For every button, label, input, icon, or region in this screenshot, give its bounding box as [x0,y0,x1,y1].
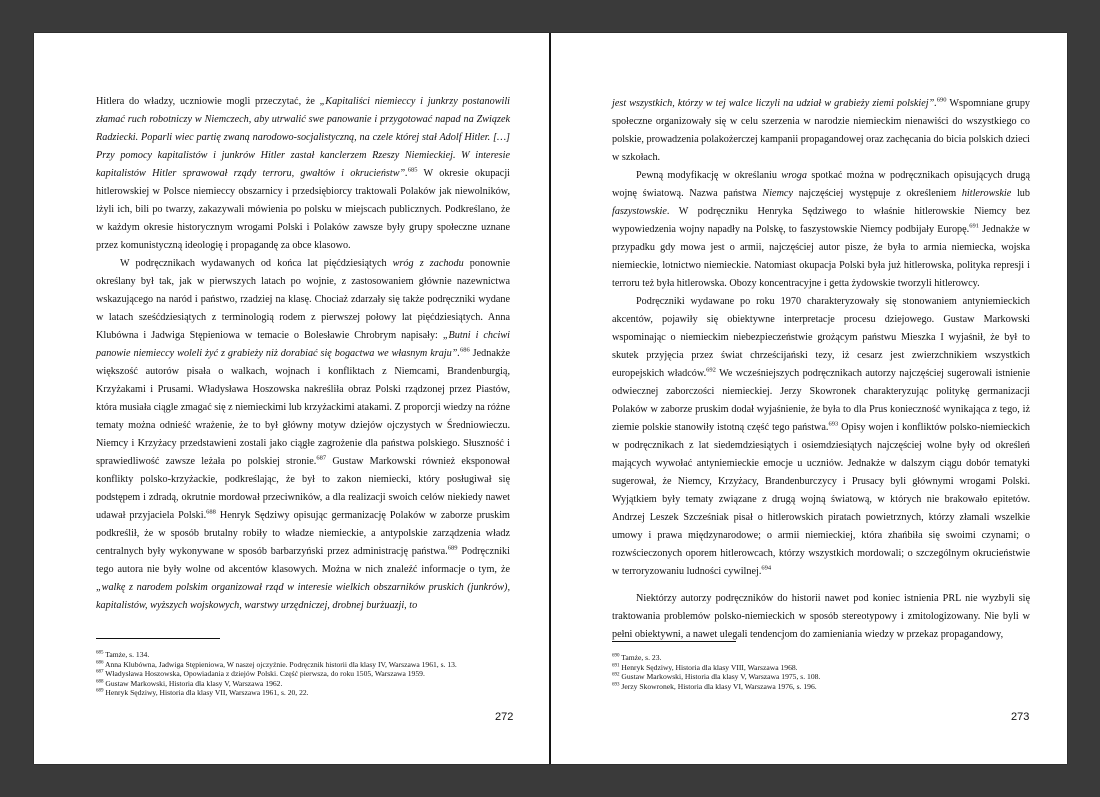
right-page-body [612,95,1030,644]
footnote-number: 691 [612,663,620,669]
footnote-number: 689 [96,688,104,694]
footnote [96,650,516,660]
footnote [96,679,516,689]
body-paragraph: Pewną modyfikację w określaniu wroga spotkać można w podręcznikach opisujących drugą wojnę światową. Nazwa państwa Niemcy najczęściej występuje z określeniem hitlerowskie lub faszystowskie. W podręczniku Henryka Sędziwego to właśnie hitlerowskie Niemcy bez wypowiedzenia wojny napadły na Polskę, to faszystowskie Niemcy podbijały Europę.$^{691}$ Jednakże w przypadku gdy mowa jest o armii, najczęściej autor pisze, że była to armia niemiecka, wojska niemieckie, lotnictwo niemieckie. Natomiast okupacja Polski była już hitlerowska, polityka represji i terroru też była hitlerowska. Obozy koncentracyjne i getta żydowskie tworzyli hitlerowcy. [612,170,1030,289]
body-paragraph: W podręcznikach wydawanych od końca lat pięćdziesiątych wróg z zachodu ponownie określany był tak, jak w pierwszych latach po wojnie, z zastosowaniem głównie nazewnictwa wskazującego na naród i państwo, rzadziej na klasę. Chociaż zdarzały się także podręczniki wydane w latach sześćdziesiątych z terminologią rodem z pierwszej połowy lat pięćdziesiątych. Anna Klubówna i Jadwiga Stępieniowa w temacie o Bolesławie Chrobrym napisały: „Butni i chciwi panowie niemieccy woleli żyć z grabieży niż dorabiać się bogactwa we własnym kraju”.$^{686}$ Jednakże większość autorów pisała o walkach, wojnach i konfliktach z Niemcami, Brandenburgią, Krzyżakami i Prusami. Władysława Hoszowska nakreśliła obraz Polski rządzonej przez Piastów, która musiała ciągle zmagać się z niemieckimi lub krzyżackimi atakami. Z proporcji wiedzy na różne tematy można odnieść wrażenie, że to był główny motyw dziejów ojczystych w Średniowieczu. Niemcy i Krzyżacy przedstawieni zostali jako ciągłe zagrożenie dla państwa polskiego. Słuszność i sprawiedliwość zawsze leżała po polskiej stronie.$^{687}$ Gustaw Markowski również eksponował konflikty polsko-krzyżackie, podkreślając, że był to zakon niemiecki, który posługiwał się podstępem i zdradą, okrutnie mordował przeciwników, a dla realizacji swoich celów niekiedy nawet udawał przyjaciela Polski.$^{688}$ Henryk Sędziwy opisując germanizację Polaków w zaborze pruskim podkreślił, że w sposób brutalny robiły to władze niemieckie, a antypolskie zarządzenia władz centralnych były wykonywane w sposób barbarzyński przez administrację państwa.$^{689}$ Podręczniki tego autora nie były wolne od akcentów klasowych. Można w nich znaleźć informacje o tym, że „walkę z narodem polskim organizował rząd w interesie wielkich obszarników pruskich (junkrów), kapitalistów, wyższych wojskowych, warstwy urzędniczej, drobnej burżuazji, to [96,258,510,611]
footnote-text: Władysława Hoszowska, Opowiadania z dziejów Polski. Część pierwsza, do roku 1505, Warszawa 1959. [103,669,425,679]
footnote-text: Gustaw Markowski, Historia dla klasy V, Warszawa 1975, s. 108. [619,672,821,682]
left-page [34,33,550,764]
footnote-text: Henryk Sędziwy, Historia dla klasy VII, Warszawa 1961, s. 20, 22. [103,688,309,698]
footnote-number: 692 [612,672,620,678]
footnote-number: 690 [612,653,620,659]
footnote-text: Jerzy Skowronek, Historia dla klasy VI, Warszawa 1976, s. 196. [619,681,817,691]
footnote-number: 685 [96,650,104,656]
footnote-separator [96,638,220,639]
footnote-number: 687 [96,669,104,675]
footnote-number: 693 [612,682,620,688]
page-number: 272 [495,711,514,723]
footnote [612,663,1032,673]
footnote [96,669,516,679]
footnote-number: 688 [96,679,104,685]
right-page [551,33,1067,764]
left-footnotes [96,650,516,698]
footnote-number: 686 [96,660,104,666]
footnote-text: Tamże, s. 23. [619,653,662,662]
body-paragraph: jest wszystkich, którzy w tej walce liczyli na udział w grabieży ziemi polskiej”.$^{690}$ Wspomniane grupy społeczne organizowały się w celu szerzenia w narodzie niemieckim nienawiści do wszystkiego co polskie, prowadzenia polakożerczej kampanii propagandowej oraz zachęcania do bicia polskich dzieci w szkołach. [612,96,1031,163]
footnote-text: Gustaw Markowski, Historia dla klasy V, Warszawa 1962. [103,678,283,688]
footnote-text: Henryk Sędziwy, Historia dla klasy VIII, Warszawa 1968. [619,662,798,672]
right-footnotes [612,653,1032,691]
left-page-body [96,93,510,615]
body-paragraph: Podręczniki wydawane po roku 1970 charakteryzowały się stonowaniem antyniemieckich akcentów, pojawiły się obiektywne interpretacje procesu dziejowego. Gustaw Markowski wspominając o niemieckim niebezpieczeństwie grożącym państwu Mieszka I wyjaśnił, że był to skutek przyjęcia przez świat chrześcijański tezy, iż cesarz jest zwierzchnikiem wszystkich europejskich władców.$^{692}$ We wcześniejszych podręcznikach autorzy najczęściej sugerowali istnienie odwiecznej zaborczości niemieckiej. Jerzy Skowronek charakteryzując politykę germanizacji Polaków w zaborze pruskim dodał wyjaśnienie, że była to dla Prus konieczność wynikająca z tego, iż ziemie polskie stanowiły istotną część tego państwa.$^{693}$ Opisy wojen i konfliktów polsko-niemieckich w podręcznikach z lat siedemdziesiątych i osiemdziesiątych najczęściej wolne były od określeń mających wywołać antyniemieckie emocje u uczniów. Jednakże w dalszym ciągu dobór tematyki sugerował, że Niemcy, Krzyżacy, Brandenburczycy i Prusacy byli głównymi wrogami Polski. Wyjątkiem były tematy związane z drugą wojną światową, w których nie brakowało epitetów. Andrzej Leszek Szcześniak pisał o hitlerowskich piratach powietrznych, którzy złamali wszelkie umowy i prawa międzynarodowe; o armii niemieckiej, która zhańbiła się swoimi czynami; o rozwścieczonych oporem hitlerowcach, którzy wszystkich mordowali; o szczególnym okrucieństwie w terroryzowaniu ludności cywilnej.$^{694}$ [612,296,1030,577]
page-number: 273 [1011,711,1030,723]
footnote [96,688,516,698]
footnote [612,672,1032,682]
body-paragraph: Niektórzy autorzy podręczników do historii nawet pod koniec istnienia PRL nie wyzbyli się traktowania problemów polsko-niemieckich w sposób stereotypowy i zmitologizowany. Nie byli w pełni obiektywni, a nawet ulegali tendencjom do zamieniania wiedzy w przekaz propagandowy, [612,593,1030,640]
footnote [96,660,516,670]
footnote [612,682,1032,692]
footnote [612,653,1032,663]
footnote-text: Anna Klubówna, Jadwiga Stępieniowa, W naszej ojczyźnie. Podręcznik historii dla klasy IV, Warszawa 1961, s. 13. [103,659,457,669]
body-paragraph: Hitlera do władzy, uczniowie mogli przeczytać, że „Kapitaliści niemieccy i junkrzy postanowili złamać ruch robotniczy w Niemczech, aby utrwalić swe panowanie i przygotować napad na Związek Radziecki. Poparli wiec partię zwaną narodowo-socjalistyczną, na czele której stał Adolf Hitler. […] Przy pomocy kapitalistów i junkrów Hitler zastał kanclerzem Rzeszy Niemieckiej. W interesie kapitalistów Hitler sprawował rządy terroru, gwałtów i okrucieństw”.$^{685}$ W okresie okupacji hitlerowskiej w Polsce niemieccy obszarnicy i przedsiębiorcy traktowali Polaków jak niewolników, lżyli ich, bili po twarzy, zakazywali mówienia po polsku w miejscach publicznych. Podkreślano, że w każdym okresie historycznym wrogami Polski i Polaków zawsze były grupy społeczne uznane przez komunistyczną ideologię i propagandę za obce klasowo. [96,96,510,251]
footnote-text: Tamże, s. 134. [103,650,150,659]
footnote-separator [612,641,736,642]
